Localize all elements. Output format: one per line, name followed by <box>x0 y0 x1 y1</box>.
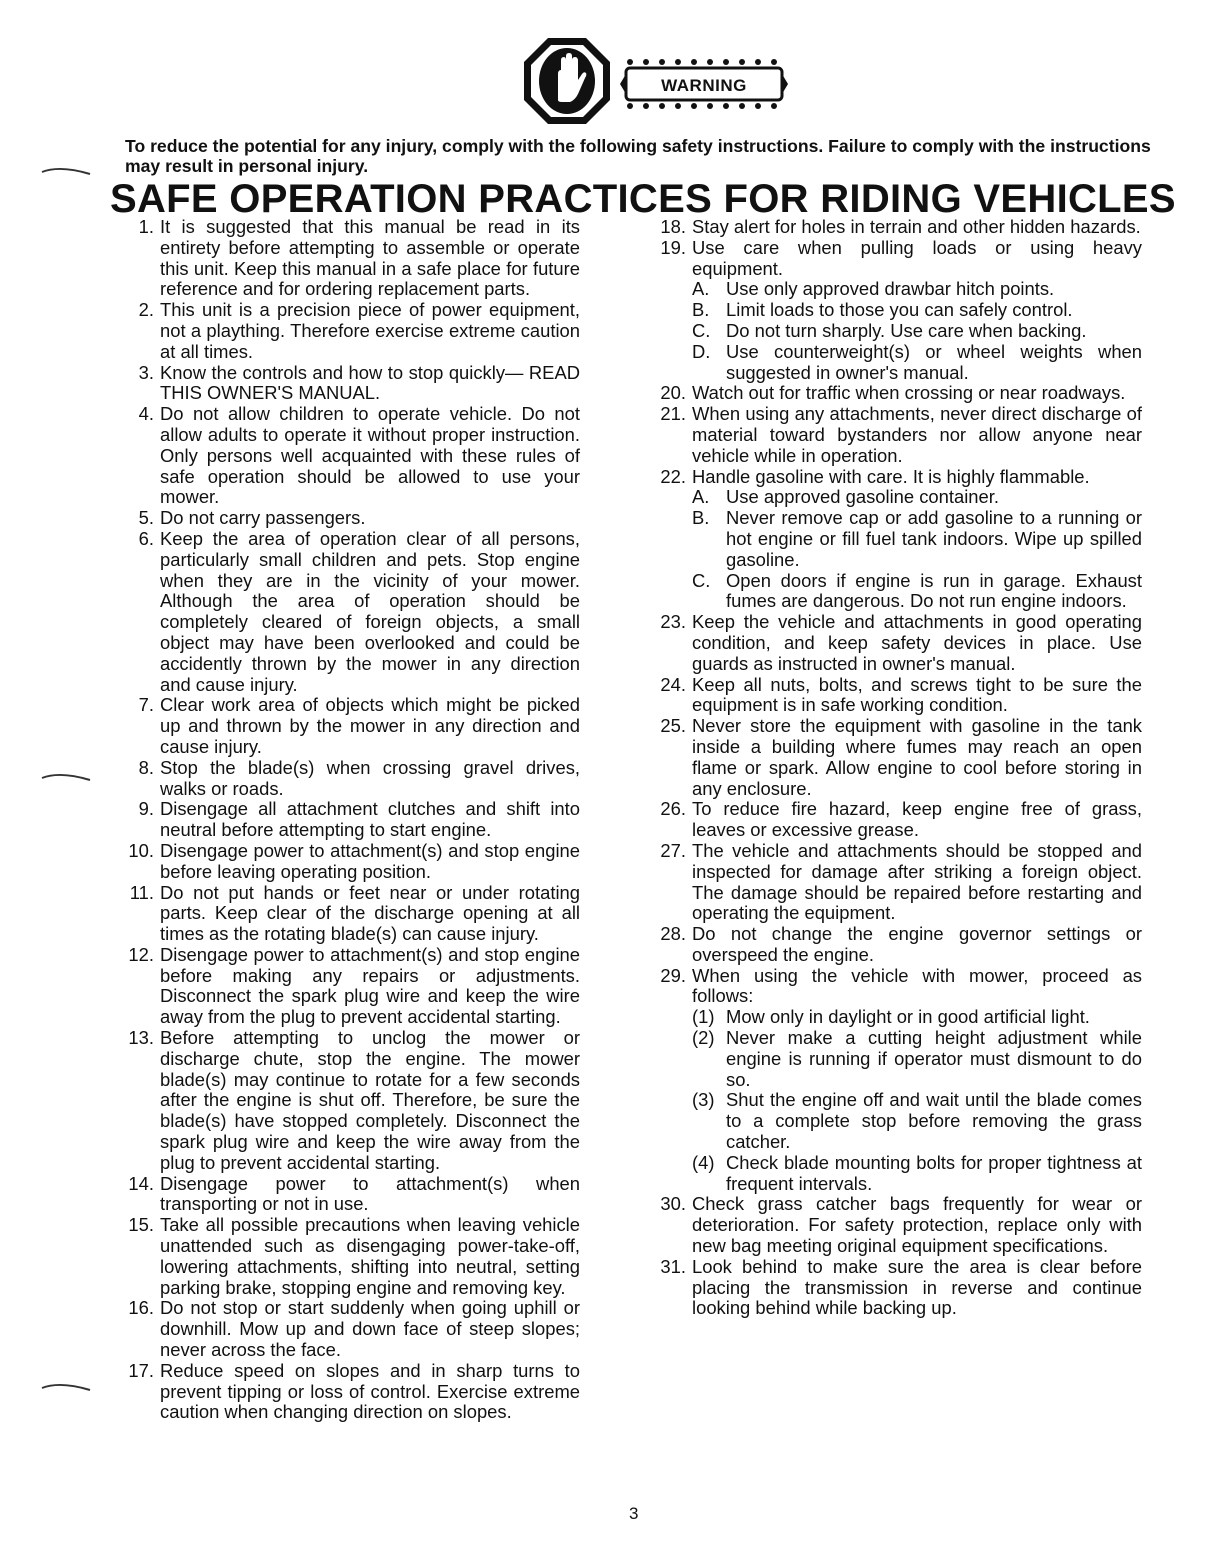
rule-item <box>652 467 1142 613</box>
rule-subitem <box>692 300 1142 321</box>
warning-header <box>0 36 1212 128</box>
rule-text: Do not carry passengers. <box>160 507 366 529</box>
subitem-text: Limit loads to those you can safely control. <box>726 299 1073 321</box>
rule-item <box>120 841 580 883</box>
rule-text: When using the vehicle with mower, proceed as follows: <box>692 964 1142 1007</box>
rule-text: Do not stop or start suddenly when going uphill or downhill. Mow up and down face of steep slopes; never across the face. <box>160 1297 580 1361</box>
rule-text: Disengage power to attachment(s) and stop engine before making any repairs or adjustments. Disconnect the spark plug wire and keep the wire away from the plug to prevent accidental starting. <box>160 943 580 1028</box>
rule-text: Keep the area of operation clear of all persons, particularly small children and pets. Stop engine when they are in the vicinity of your mower. Although the area of operation should be completely cleared of foreign objects, a small object may have been overlooked and could be accidently thrown by the mower in any direction and cause injury. <box>160 527 580 695</box>
rule-item <box>120 758 580 800</box>
rule-item <box>652 1257 1142 1319</box>
rule-item <box>120 529 580 695</box>
rule-number: 29. <box>660 964 686 986</box>
rule-number: 1. <box>138 216 154 237</box>
rule-item <box>652 217 1142 238</box>
rule-item <box>120 217 580 300</box>
margin-mark <box>40 772 92 782</box>
subitem-text: Use approved gasoline container. <box>726 486 999 508</box>
rule-item <box>652 383 1142 404</box>
rule-item <box>120 695 580 757</box>
subitem-label: B. <box>692 507 710 529</box>
rule-subitem <box>692 1090 1142 1152</box>
rule-number: 20. <box>660 382 686 404</box>
rule-item <box>120 799 580 841</box>
intro-text: To reduce the potential for any injury, comply with the following safety instructions. Failure to comply with the instructions may result in personal injury. <box>125 136 1151 176</box>
rule-item <box>120 300 580 362</box>
subitem-label: A. <box>692 278 710 300</box>
rule-number: 2. <box>138 299 154 321</box>
rule-item <box>120 508 580 529</box>
rule-subitem <box>692 508 1142 570</box>
subitem-label: (1) <box>692 1006 715 1028</box>
rule-number: 30. <box>660 1193 686 1215</box>
rule-text: Clear work area of objects which might be picked up and thrown by the mower in any direction and cause injury. <box>160 694 580 757</box>
rule-number: 26. <box>660 798 686 820</box>
rule-text: Disengage power to attachment(s) when transporting or not in use. <box>160 1172 580 1215</box>
subitem-label: (2) <box>692 1027 715 1049</box>
rule-number: 23. <box>660 611 686 633</box>
rule-text: The vehicle and attachments should be stopped and inspected for damage after striking a foreign object. The damage should be repaired before restarting and operating the equipment. <box>692 839 1142 924</box>
subitem-text: Open doors if engine is run in garage. Exhaust fumes are dangerous. Do not run engine indoors. <box>726 569 1142 612</box>
rule-number: 19. <box>660 236 686 258</box>
rule-number: 6. <box>138 527 154 549</box>
rule-subitem <box>692 487 1142 508</box>
rule-text: Before attempting to unclog the mower or discharge chute, stop the engine. The mower blade(s) may continue to rotate for a few seconds after the engine is shut off. Therefore, be sure the blade(s) have stopped completely. Disconnect the spark plug wire and keep the wire away from the plug to prevent accidental starting. <box>160 1027 580 1173</box>
subitem-text: Do not turn sharply. Use care when backing. <box>726 319 1087 341</box>
rule-number: 31. <box>660 1255 686 1277</box>
rule-item <box>120 363 580 405</box>
rule-number: 9. <box>138 798 154 820</box>
rule-item <box>652 716 1142 799</box>
rule-number: 28. <box>660 923 686 945</box>
rule-number: 25. <box>660 715 686 737</box>
rule-item <box>120 883 580 945</box>
page-number: 3 <box>629 1504 639 1523</box>
rule-number: 10. <box>128 839 154 861</box>
rule-item <box>120 1028 580 1174</box>
rule-text: Do not allow children to operate vehicle. Do not allow adults to operate it without proper instruction. Only persons well acquainted with these rules of safe operation should be allowed to use your mower. <box>160 403 580 508</box>
rule-item <box>652 238 1142 384</box>
subitem-label: (4) <box>692 1151 715 1173</box>
rule-item <box>120 1298 580 1360</box>
subitem-text: Never make a cutting height adjustment while engine is running if operator must dismount to do so. <box>726 1027 1142 1090</box>
warning-label: WARNING <box>661 76 747 95</box>
rule-item <box>120 1174 580 1216</box>
rule-subitem <box>692 342 1142 384</box>
rule-number: 18. <box>660 216 686 237</box>
subitem-text: Shut the engine off and wait until the blade comes to a complete stop before removing the grass catcher. <box>726 1089 1142 1153</box>
rule-text: To reduce fire hazard, keep engine free of grass, leaves or excessive grease. <box>692 798 1142 841</box>
rule-number: 22. <box>660 465 686 487</box>
rule-number: 24. <box>660 673 686 695</box>
margin-mark <box>40 1382 92 1392</box>
rule-number: 14. <box>128 1172 154 1194</box>
rule-number: 4. <box>138 403 154 425</box>
subitem-label: D. <box>692 340 711 362</box>
rule-text: Watch out for traffic when crossing or near roadways. <box>692 382 1126 404</box>
subitem-text: Mow only in daylight or in good artificial light. <box>726 1006 1090 1028</box>
rule-item <box>652 612 1142 674</box>
rule-item <box>120 945 580 1028</box>
rule-text: Stay alert for holes in terrain and other hidden hazards. <box>692 216 1141 237</box>
left-column <box>120 217 580 1423</box>
rule-number: 21. <box>660 403 686 425</box>
subitem-label: (3) <box>692 1089 715 1111</box>
rule-text: Keep the vehicle and attachments in good operating condition, and keep safety devices in place. Use guards as instructed in owner's manual. <box>692 611 1142 674</box>
rule-subitem <box>692 279 1142 300</box>
rule-text: Disengage all attachment clutches and shift into neutral before attempting to start engine. <box>160 798 580 841</box>
right-column <box>652 217 1142 1319</box>
rule-text: Do not change the engine governor settings or overspeed the engine. <box>692 923 1142 965</box>
rule-number: 15. <box>128 1214 154 1236</box>
rule-item <box>652 966 1142 1195</box>
rule-text: Look behind to make sure the area is clear before placing the transmission in reverse and continue looking behind while backing up. <box>692 1255 1142 1319</box>
subitem-text: Never remove cap or add gasoline to a running or hot engine or fill fuel tank indoors. Wipe up spilled gasoline. <box>726 507 1142 570</box>
rule-subitem <box>692 1028 1142 1090</box>
rule-number: 27. <box>660 839 686 861</box>
rule-item <box>120 404 580 508</box>
rule-text: This unit is a precision piece of power equipment, not a plaything. Therefore exercise extreme caution at all times. <box>160 299 580 362</box>
subitem-text: Use counterweight(s) or wheel weights when suggested in owner's manual. <box>726 340 1142 383</box>
rule-item <box>652 924 1142 966</box>
rule-number: 7. <box>138 694 154 716</box>
rule-text: When using any attachments, never direct discharge of material toward bystanders nor allow anyone near vehicle while in operation. <box>692 403 1142 466</box>
rule-number: 11. <box>129 881 154 903</box>
rule-subitem <box>692 571 1142 613</box>
rule-subitem <box>692 1153 1142 1195</box>
subitem-label: B. <box>692 299 710 321</box>
rule-item <box>120 1361 580 1423</box>
rule-text: Disengage power to attachment(s) and stop engine before leaving operating position. <box>160 839 580 882</box>
subitem-text: Use only approved drawbar hitch points. <box>726 278 1055 300</box>
rule-number: 8. <box>138 756 154 778</box>
rule-item <box>652 675 1142 717</box>
page-title: SAFE OPERATION PRACTICES FOR RIDING VEHICLES <box>110 177 1176 221</box>
subitem-label: A. <box>692 486 710 508</box>
rule-text: Never store the equipment with gasoline in the tank inside a building where fumes may reach an open flame or spark. Allow engine to cool before storing in any enclosure. <box>692 715 1142 799</box>
hand-stop-icon <box>522 36 612 126</box>
rule-text: Take all possible precautions when leaving vehicle unattended such as disengaging power-take-off, lowering attachments, shifting into neutral, setting parking brake, stopping engine and removing key. <box>160 1214 580 1298</box>
rule-text: Check grass catcher bags frequently for wear or deterioration. For safety protection, replace only with new bag meeting original equipment specifications. <box>692 1193 1142 1257</box>
rule-item <box>652 404 1142 466</box>
rule-number: 5. <box>138 507 154 529</box>
rule-text: Handle gasoline with care. It is highly flammable. <box>692 465 1090 487</box>
rule-subitem <box>692 1007 1142 1028</box>
rule-number: 16. <box>128 1297 154 1319</box>
rule-item <box>652 841 1142 924</box>
rule-text: Use care when pulling loads or using heavy equipment. <box>692 236 1142 279</box>
rule-item <box>652 799 1142 841</box>
rule-number: 13. <box>128 1027 154 1049</box>
margin-mark <box>40 166 92 176</box>
subitem-label: C. <box>692 569 711 591</box>
subitem-label: C. <box>692 319 711 341</box>
rule-subitem <box>692 321 1142 342</box>
rule-text: Know the controls and how to stop quickly— READ THIS OWNER'S MANUAL. <box>160 361 580 404</box>
rule-item <box>652 1194 1142 1256</box>
rule-text: Stop the blade(s) when crossing gravel drives, walks or roads. <box>160 756 580 799</box>
rule-text: Do not put hands or feet near or under rotating parts. Keep clear of the discharge opening at all times as the rotating blade(s) can cause injury. <box>160 881 580 945</box>
subitem-text: Check blade mounting bolts for proper tightness at frequent intervals. <box>726 1151 1142 1194</box>
rule-text: Keep all nuts, bolts, and screws tight to be sure the equipment is in safe working condition. <box>692 673 1142 716</box>
rule-item <box>120 1215 580 1298</box>
rule-number: 12. <box>128 943 154 965</box>
rule-number: 17. <box>128 1359 154 1381</box>
rule-text: It is suggested that this manual be read in its entirety before attempting to assemble or operate this unit. Keep this manual in a safe place for future reference and for ordering replacement parts. <box>160 216 580 300</box>
rule-number: 3. <box>138 361 154 383</box>
rule-text: Reduce speed on slopes and in sharp turns to prevent tipping or loss of control. Exercise extreme caution when changing direction on slopes. <box>160 1359 580 1423</box>
